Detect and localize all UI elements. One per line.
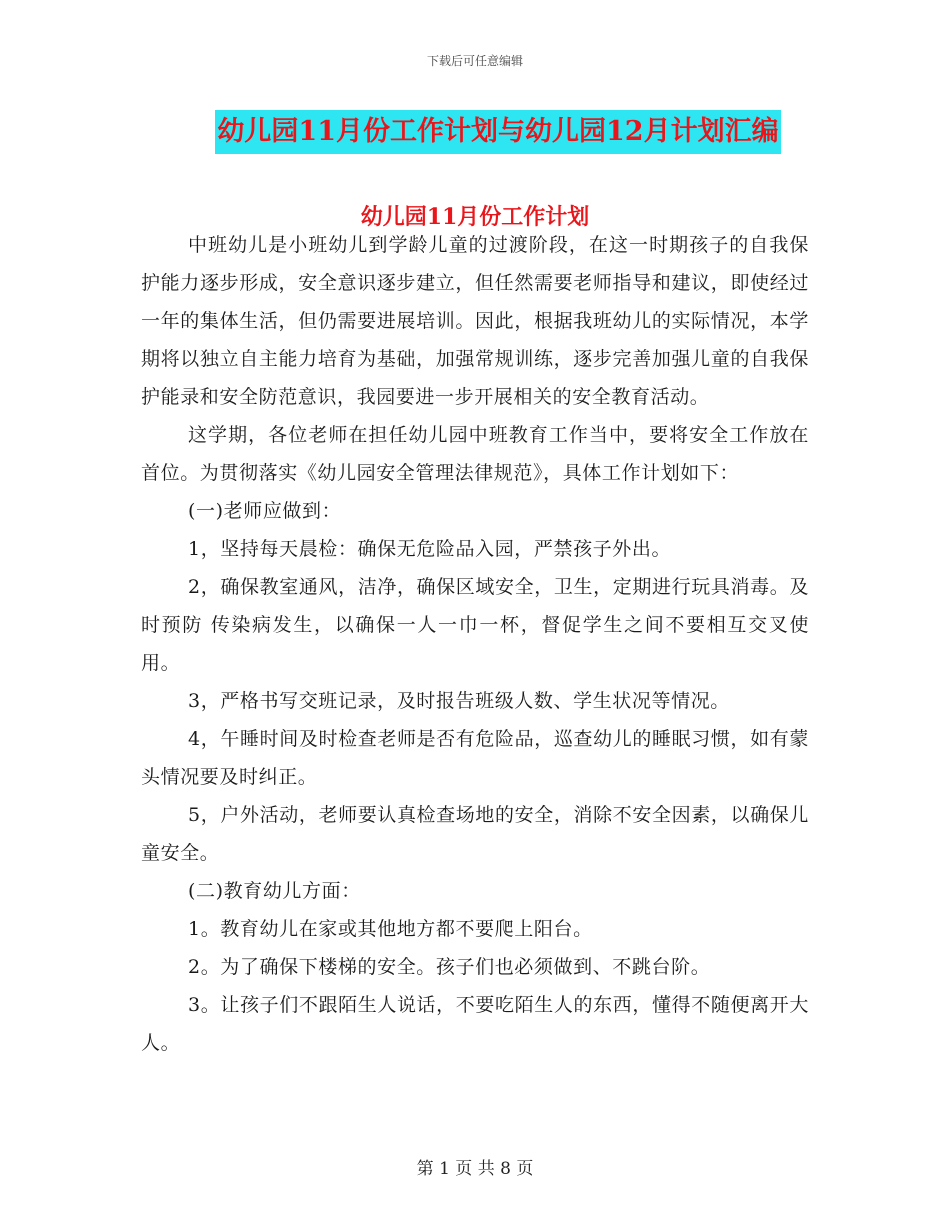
list-item: 1，坚持每天晨检：确保无危险品入园，严禁孩子外出。 <box>188 538 672 560</box>
main-title-container <box>0 110 950 154</box>
list-item: 4，午睡时间及时检查老师是否有危险品，巡查幼儿的睡眠习惯，如有蒙头情况要及时纠正。 <box>141 728 809 788</box>
page-footer: 第 1 页 共 8 页 <box>416 1159 534 1179</box>
document-body <box>141 226 809 1062</box>
list-item: 5，户外活动，老师要认真检查场地的安全，消除不安全因素，以确保儿童安全。 <box>141 804 809 864</box>
paragraph-intro: 中班幼儿是小班幼儿到学龄儿童的过渡阶段，在这一时期孩子的自我保护能力逐步形成，安全意识逐步建立，但任然需要老师指导和建议，即使经过一年的集体生活，但仍需要进展培训。因此，根据我班幼儿的实际情况，本学期将以独立自主能力培育为基础，加强常规训练，逐步完善加强儿童的自我保护能录和安全防范意识，我园要进一步开展相关的安全教育活动。 <box>141 234 809 408</box>
header-note: 下载后可任意编辑 <box>426 54 523 68</box>
paragraph-semester: 这学期，各位老师在担任幼儿园中班教育工作当中，要将安全工作放在首位。为贯彻落实《幼儿园安全管理法律规范》，具体工作计划如下： <box>141 424 809 484</box>
main-title: 幼儿园11月份工作计划与幼儿园12月计划汇编 <box>215 110 780 154</box>
heading-teachers: (一)老师应做到： <box>188 500 342 522</box>
heading-children: (二)教育幼儿方面： <box>188 880 361 902</box>
list-item: 2。为了确保下楼梯的安全。孩子们也必须做到、不跳台阶。 <box>188 956 711 978</box>
section-title: 幼儿园11月份工作计划 <box>360 204 590 230</box>
list-item: 3。让孩子们不跟陌生人说话，不要吃陌生人的东西，懂得不随便离开大人。 <box>141 994 809 1054</box>
list-item: 1。教育幼儿在家或其他地方都不要爬上阳台。 <box>188 918 593 940</box>
list-item: 3，严格书写交班记录，及时报告班级人数、学生状况等情况。 <box>188 690 730 712</box>
list-item: 2，确保教室通风，洁净，确保区域安全，卫生，定期进行玩具消毒。及时预防 传染病发生，以确保一人一巾一杯，督促学生之间不要相互交叉使用。 <box>141 576 809 674</box>
